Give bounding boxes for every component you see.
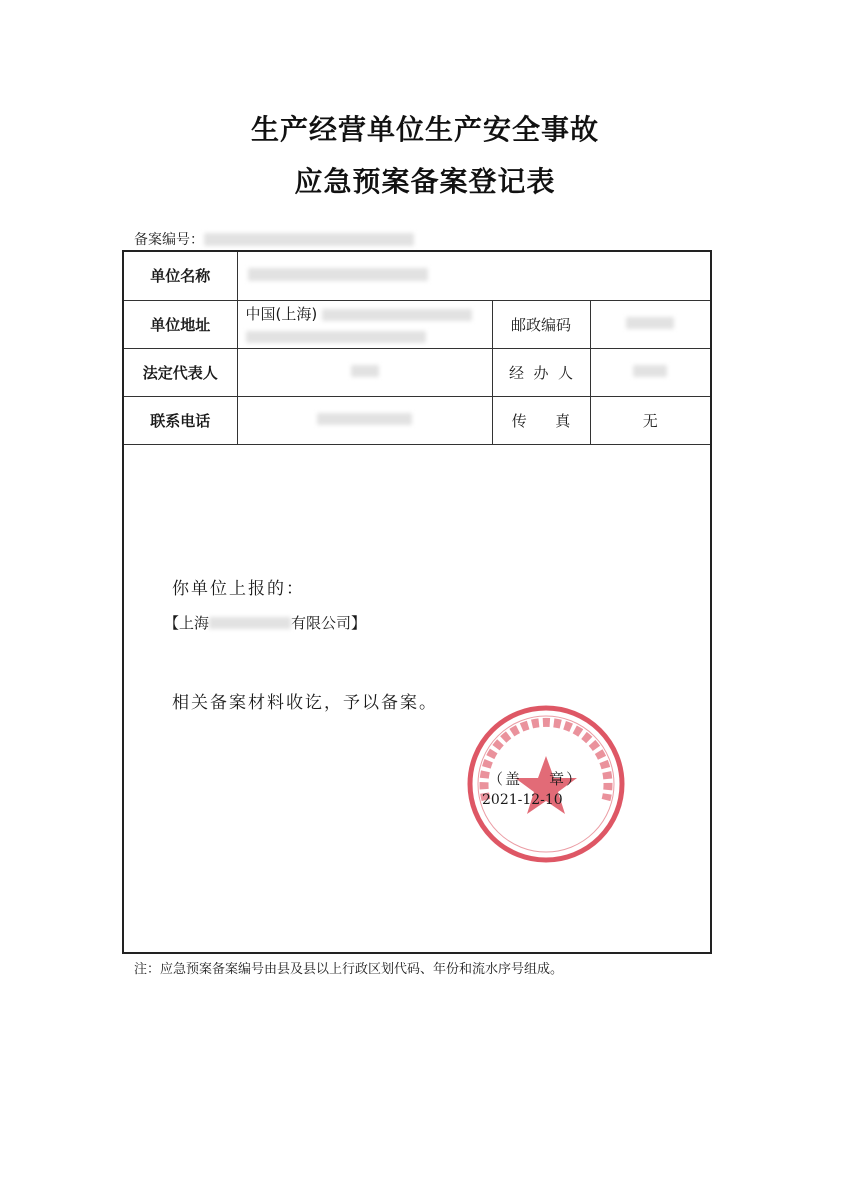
redacted-address-line1 bbox=[322, 309, 472, 321]
reported-by-text: 你单位上报的： bbox=[172, 579, 305, 599]
handler-value bbox=[590, 348, 710, 396]
redacted-company-name bbox=[209, 617, 291, 629]
fax-label-text: 传 真 bbox=[511, 411, 571, 430]
phone-value bbox=[237, 396, 492, 444]
company-name-line bbox=[164, 612, 366, 633]
postal-code-value bbox=[590, 300, 710, 348]
phone-label: 联系电话 bbox=[124, 396, 237, 444]
table-row bbox=[124, 396, 710, 444]
company-prefix: 【上海 bbox=[164, 614, 210, 632]
filing-number-label: 备案编号： bbox=[134, 232, 204, 248]
redacted-filing-number bbox=[204, 233, 414, 246]
seal-label-text: （盖 章） bbox=[488, 770, 584, 788]
redacted-address-line2 bbox=[246, 331, 426, 343]
table-row bbox=[124, 348, 710, 396]
filing-number bbox=[134, 229, 414, 249]
address-prefix: 中国(上海) bbox=[245, 305, 318, 323]
unit-address-label: 单位地址 bbox=[124, 300, 237, 348]
handler-label bbox=[492, 348, 590, 396]
unit-name-value bbox=[237, 252, 710, 300]
redacted-postal-code bbox=[626, 317, 674, 329]
fax-label bbox=[492, 396, 590, 444]
company-suffix: 有限公司】 bbox=[291, 614, 367, 632]
table-row bbox=[124, 300, 710, 348]
redacted-unit-name bbox=[248, 268, 428, 281]
unit-name-label: 单位名称 bbox=[124, 252, 237, 300]
redacted-phone bbox=[317, 413, 412, 425]
redacted-legal-rep bbox=[351, 365, 379, 377]
registration-form bbox=[122, 250, 712, 954]
fax-value: 无 bbox=[590, 396, 710, 444]
acknowledgement-text: 相关备案材料收讫，予以备案。 bbox=[172, 693, 438, 713]
legal-rep-value bbox=[237, 348, 492, 396]
legal-rep-label: 法定代表人 bbox=[124, 348, 237, 396]
postal-code-label: 邮政编码 bbox=[492, 300, 590, 348]
seal-date: 2021-12-10 bbox=[482, 792, 563, 808]
page-title-line1: 生产经营单位生产安全事故 bbox=[250, 113, 599, 146]
unit-address-value bbox=[237, 300, 492, 348]
redacted-handler bbox=[633, 365, 667, 377]
handler-label-text: 经 办 人 bbox=[508, 363, 574, 382]
table-row bbox=[124, 252, 710, 300]
footnote: 注：应急预案备案编号由县及县以上行政区划代码、年份和流水序号组成。 bbox=[134, 962, 564, 977]
seal-label bbox=[488, 768, 583, 789]
unit-info-table bbox=[124, 252, 710, 445]
page-title-line2: 应急预案备案登记表 bbox=[294, 165, 556, 198]
